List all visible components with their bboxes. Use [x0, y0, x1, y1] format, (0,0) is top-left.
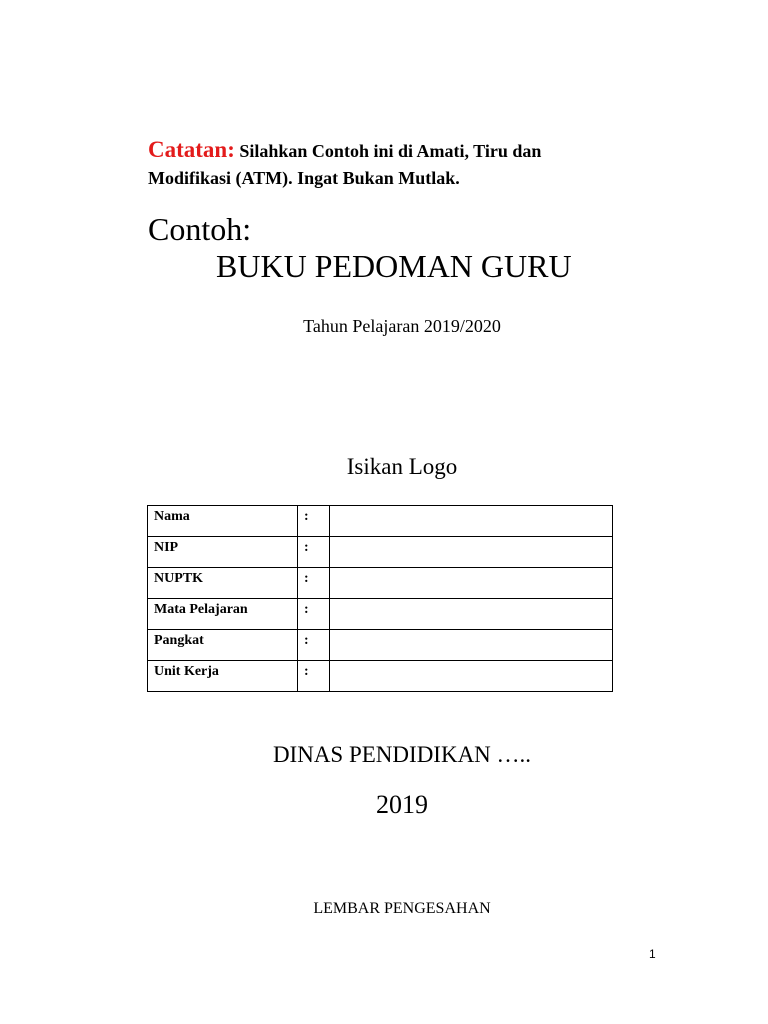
row-label-pangkat: Pangkat — [148, 630, 298, 661]
table-row — [148, 537, 613, 568]
agency-name: DINAS PENDIDIKAN ….. — [272, 742, 532, 767]
row-label-nama: Nama — [148, 506, 298, 537]
logo-placeholder: Isikan Logo — [346, 454, 458, 479]
print-year: 2019 — [376, 790, 428, 819]
row-label-unit-kerja: Unit Kerja — [148, 661, 298, 692]
table-row — [148, 599, 613, 630]
row-label-mata-pelajaran: Mata Pelajaran — [148, 599, 298, 630]
row-value-mata-pelajaran — [330, 599, 613, 630]
row-value-nip — [330, 537, 613, 568]
row-label-nuptk: NUPTK — [148, 568, 298, 599]
table-row — [148, 661, 613, 692]
note-paragraph — [148, 136, 618, 192]
approval-sheet-heading: LEMBAR PENGESAHAN — [313, 900, 491, 917]
book-title: BUKU PEDOMAN GURU — [216, 248, 572, 284]
row-separator: : — [298, 537, 330, 568]
row-separator: : — [298, 661, 330, 692]
row-separator: : — [298, 630, 330, 661]
contoh-label: Contoh: — [148, 211, 252, 247]
table-row — [148, 506, 613, 537]
table-row — [148, 568, 613, 599]
identity-table — [147, 505, 613, 692]
row-value-nama — [330, 506, 613, 537]
table-row — [148, 630, 613, 661]
note-text: Silahkan Contoh ini di Amati, Tiru dan Modifikasi (ATM). Ingat Bukan Mutlak. — [148, 141, 542, 188]
row-value-nuptk — [330, 568, 613, 599]
row-value-unit-kerja — [330, 661, 613, 692]
academic-year: Tahun Pelajaran 2019/2020 — [303, 316, 501, 336]
note-label: Catatan: — [148, 137, 235, 162]
row-separator: : — [298, 568, 330, 599]
row-value-pangkat — [330, 630, 613, 661]
row-separator: : — [298, 506, 330, 537]
row-label-nip: NIP — [148, 537, 298, 568]
row-separator: : — [298, 599, 330, 630]
page-number: 1 — [649, 947, 656, 961]
